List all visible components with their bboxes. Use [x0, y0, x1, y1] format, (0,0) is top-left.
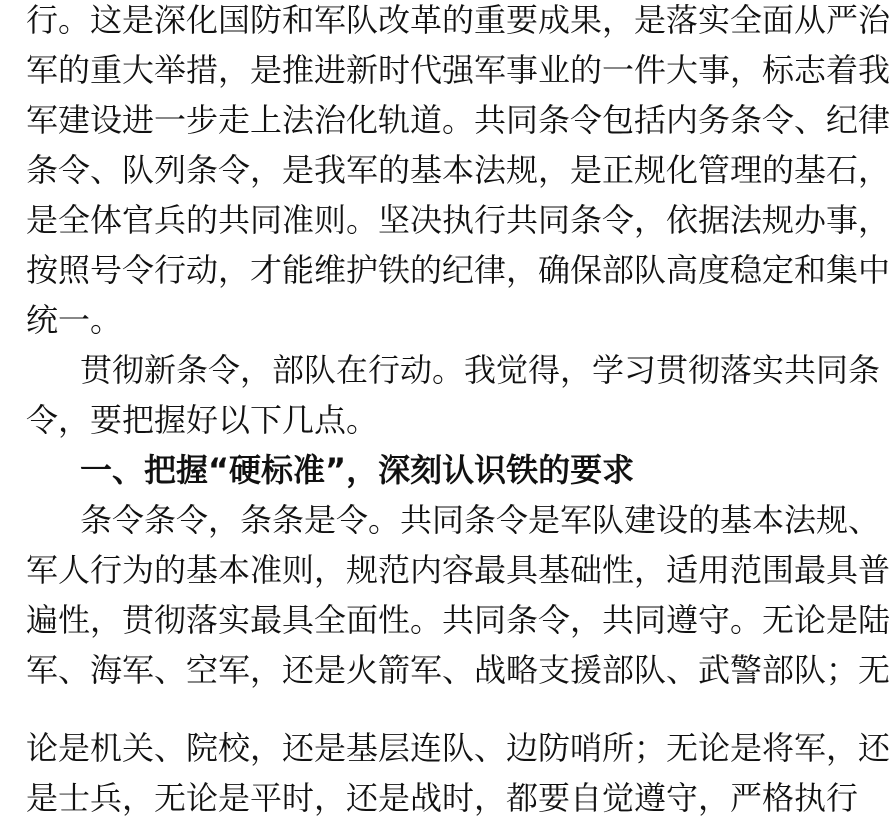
cut-off-line-container [26, 778, 859, 817]
paragraph-line: 条令条令，条条是令。共同条令是军队建设的基本法规、 [80, 501, 881, 539]
paragraph-line: 军建设进一步走上法治化轨道。共同条令包括内务条令、纪律 [26, 101, 890, 139]
paragraph-line: 是全体官兵的共同准则。坚决执行共同条令，依据法规办事， [26, 201, 890, 239]
paragraph-line: 军、海军、空军，还是火箭军、战略支援部队、武警部队；无 [26, 651, 890, 689]
paragraph-line: 是士兵，无论是平时，还是战时，都要自觉遵守，严格执行 [26, 779, 859, 817]
paragraph-line: 按照号令行动，才能维护铁的纪律，确保部队高度稳定和集中 [26, 251, 890, 289]
paragraph-line: 条令、队列条令，是我军的基本法规，是正规化管理的基石， [26, 151, 890, 189]
paragraph-line: 行。这是深化国防和军队改革的重要成果，是落实全面从严治 [26, 1, 890, 39]
paragraph-line: 令，要把握好以下几点。 [26, 401, 379, 439]
paragraph-line: 统一。 [26, 301, 123, 339]
paragraph-line: 遍性，贯彻落实最具全面性。共同条令，共同遵守。无论是陆 [26, 601, 890, 639]
paragraph-line: 军人行为的基本准则，规范内容最具基础性，适用范围最具普 [26, 551, 890, 589]
paragraph-line: 军的重大举措，是推进新时代强军事业的一件大事，标志着我 [26, 51, 890, 89]
section-heading: 一、把握“硬标准”，深刻认识铁的要求 [80, 451, 635, 489]
paragraph-line: 贯彻新条令，部队在行动。我觉得，学习贯彻落实共同条 [80, 351, 881, 389]
paragraph-line: 论是机关、院校，还是基层连队、边防哨所；无论是将军，还 [26, 729, 890, 767]
